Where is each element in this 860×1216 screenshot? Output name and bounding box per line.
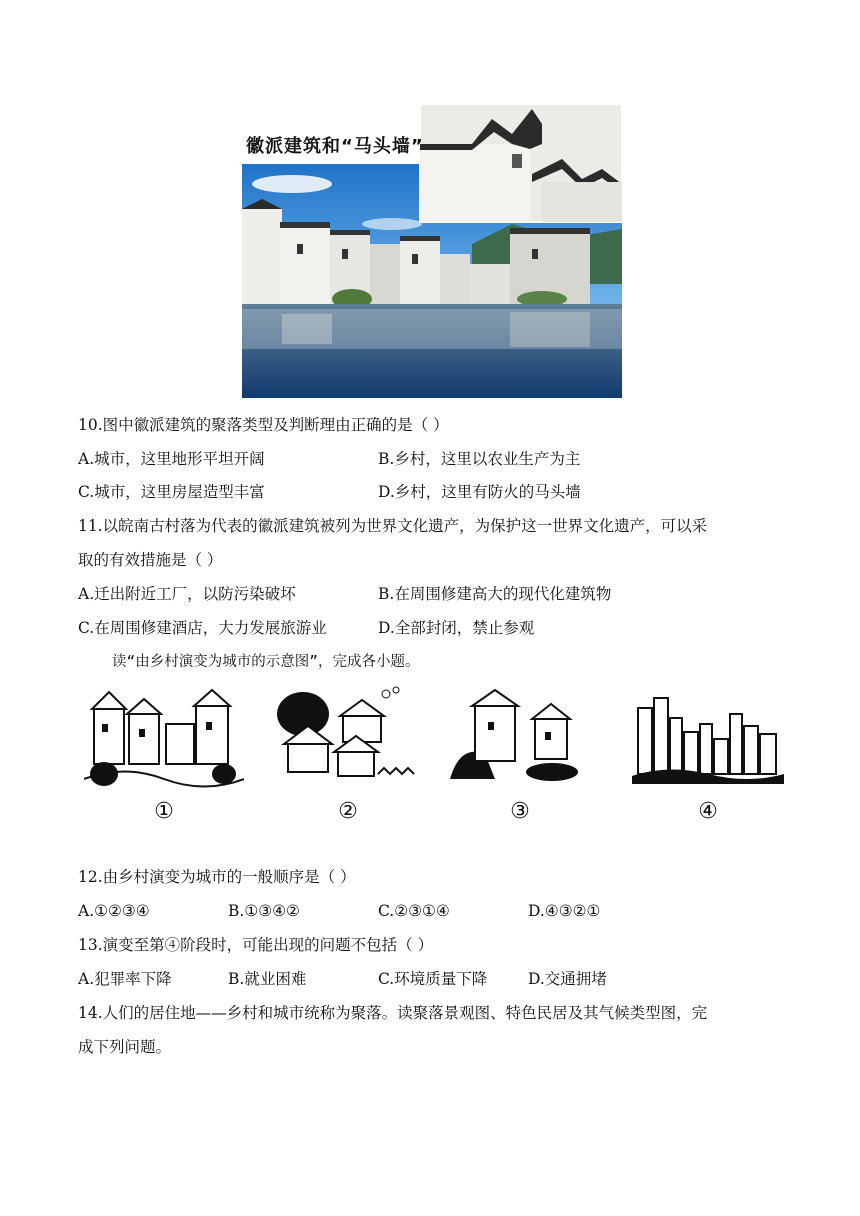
- q13-stem: 13.演变至第④阶段时，可能出现的问题不包括（ ）: [78, 936, 434, 954]
- q10-option-a: A.城市，这里地形平坦开阔: [78, 450, 265, 468]
- q13-option-b: B.就业困难: [228, 970, 307, 988]
- q12-option-c: C.②③①④: [378, 902, 450, 920]
- huizhou-architecture-photo: [242, 104, 622, 398]
- stage-3-label: ③: [510, 799, 530, 824]
- stage-1-village-on-hill: [84, 684, 244, 794]
- stage-4-illustration: [628, 684, 788, 824]
- q11-stem-line2: 取的有效措施是（ ）: [78, 551, 223, 569]
- stage-3-illustration: [440, 684, 600, 824]
- diagram-intro: 读“由乡村演变为城市的示意图”，完成各小题。: [112, 654, 420, 670]
- stage-2-farm-village: [268, 684, 428, 794]
- stage-4-label: ④: [698, 799, 718, 824]
- q13-option-a: A.犯罪率下降: [78, 970, 172, 988]
- q14-stem-line2: 成下列问题。: [78, 1038, 172, 1056]
- photo-caption: 徽派建筑和“马头墙”: [246, 136, 424, 157]
- stage-2-illustration: [268, 684, 428, 824]
- q11-stem-line1: 11.以皖南古村落为代表的徽派建筑被列为世界文化遗产，为保护这一世界文化遗产，可以采: [78, 517, 708, 535]
- q12-option-a: A.①②③④: [78, 902, 150, 920]
- stage-2-label: ②: [338, 799, 358, 824]
- q12-stem: 12.由乡村演变为城市的一般顺序是（ ）: [78, 868, 356, 886]
- q13-option-c: C.环境质量下降: [378, 970, 488, 988]
- q11-option-c: C.在周围修建酒店，大力发展旅游业: [78, 619, 327, 637]
- q10-stem: 10.图中徽派建筑的聚落类型及判断理由正确的是（ ）: [78, 416, 449, 434]
- stage-4-city-skyline: [628, 684, 788, 794]
- q14-stem-line1: 14.人们的居住地——乡村和城市统称为聚落。读聚落景观图、特色民居及其气候类型图，完: [78, 1004, 708, 1022]
- q12-option-d: D.④③②①: [528, 902, 601, 920]
- stage-1-illustration: [84, 684, 244, 824]
- q11-option-a: A.迁出附近工厂，以防污染破坏: [78, 585, 296, 603]
- q11-option-b: B.在周围修建高大的现代化建筑物: [378, 585, 612, 603]
- q10-option-b: B.乡村，这里以农业生产为主: [378, 450, 581, 468]
- q13-option-d: D.交通拥堵: [528, 970, 607, 988]
- q11-option-d: D.全部封闭，禁止参观: [378, 619, 535, 637]
- q10-option-c: C.城市，这里房屋造型丰富: [78, 483, 265, 501]
- q10-option-d: D.乡村，这里有防火的马头墙: [378, 483, 581, 501]
- q12-option-b: B.①③④②: [228, 902, 300, 920]
- stage-3-town: [440, 684, 600, 794]
- stage-1-label: ①: [154, 799, 174, 824]
